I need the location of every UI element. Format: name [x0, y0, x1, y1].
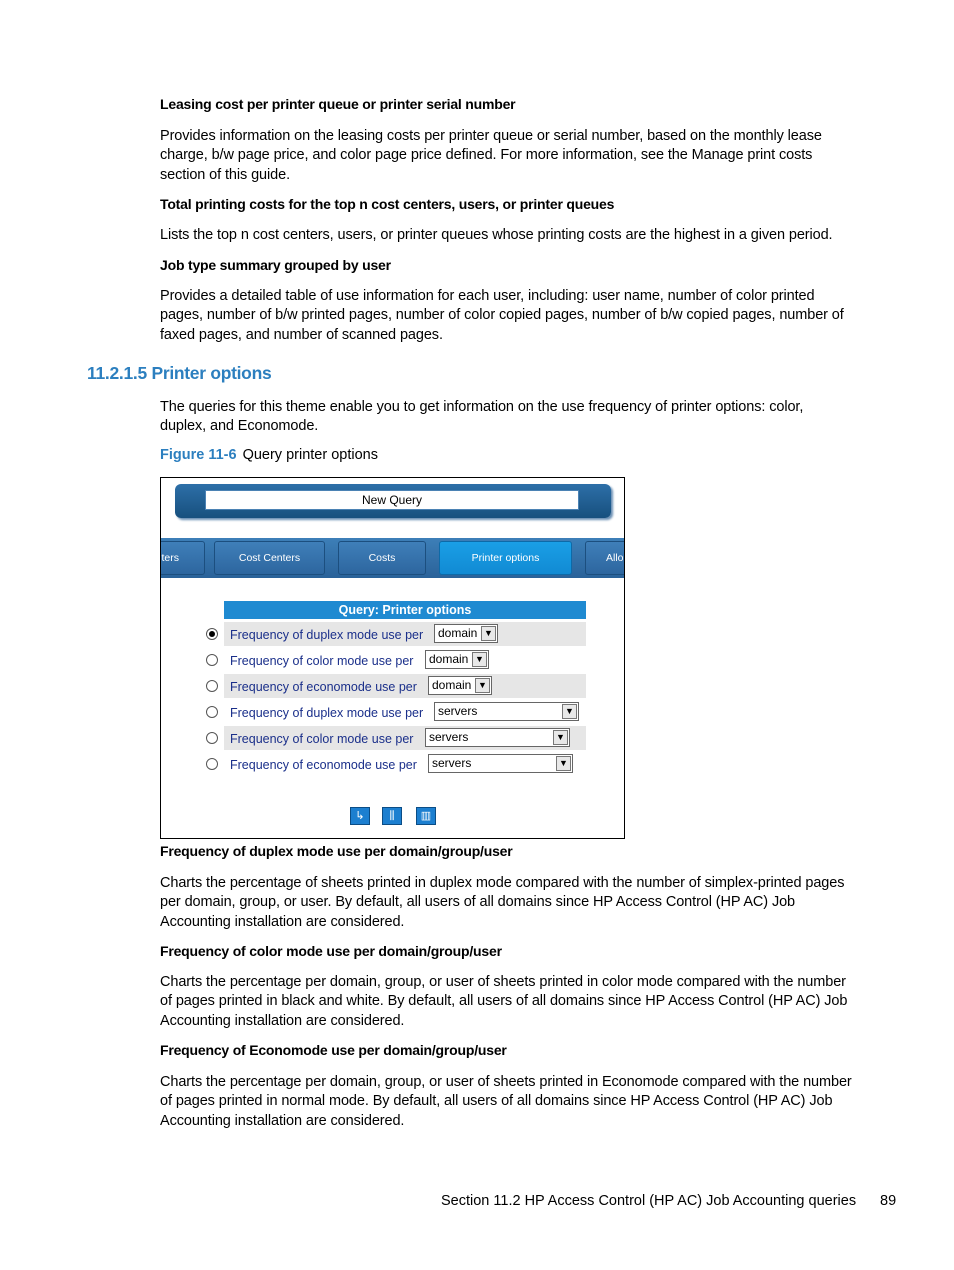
- row-label: Frequency of economode use per: [230, 758, 417, 772]
- select-value: domain: [429, 652, 469, 666]
- section-title: 11.2.1.5 Printer options: [87, 363, 272, 383]
- run-query-button[interactable]: [350, 807, 370, 825]
- paragraph-duplex-frequency: Charts the percentage of sheets printed in duplex mode compared with the number of simplex-printed pages per domain, group, or user. By default, all users of all domains since HP Access Control (HP AC) Job Accounting installation are considered.: [160, 875, 845, 930]
- domain-select[interactable]: [425, 650, 489, 669]
- servers-select[interactable]: [425, 728, 570, 747]
- radio-color-servers[interactable]: [206, 732, 218, 744]
- radio-economode-domain[interactable]: [206, 680, 218, 692]
- run-chart-icon: ⫼: [389, 810, 395, 822]
- servers-select[interactable]: [428, 754, 573, 773]
- tab-costs[interactable]: Costs: [338, 541, 426, 575]
- radio-economode-servers[interactable]: [206, 758, 218, 770]
- servers-select[interactable]: [434, 702, 579, 721]
- tab-printer-options[interactable]: Printer options: [439, 541, 572, 575]
- query-screenshot: [160, 477, 625, 839]
- heading-total-printing-costs: Total printing costs for the top n cost centers, users, or printer queues: [160, 196, 615, 212]
- row-label: Frequency of duplex mode use per: [230, 628, 424, 642]
- domain-select[interactable]: [428, 676, 492, 695]
- select-value: domain: [438, 626, 478, 640]
- select-value: servers: [432, 756, 472, 770]
- new-query-bar: [175, 484, 611, 518]
- tab-cost-centers[interactable]: Cost Centers: [214, 541, 325, 575]
- query-row: [224, 622, 586, 646]
- heading-economode-frequency: Frequency of Economode use per domain/group/user: [160, 1042, 507, 1058]
- run-chart-button[interactable]: [382, 807, 402, 825]
- footer-section: Section 11.2 HP Access Control (HP AC) Job Accounting queries: [441, 1193, 857, 1209]
- figure-caption-text: Query printer options: [242, 447, 378, 463]
- tab-partial-right[interactable]: Allo: [585, 541, 625, 575]
- figure-label: Figure 11-6: [160, 447, 237, 463]
- chevron-down-icon: ▼: [556, 756, 571, 771]
- tab-partial-left[interactable]: ters: [160, 541, 205, 575]
- paragraph-leasing-cost: Provides information on the leasing costs per printer queue or serial number, based on the monthly lease charge, b/w page price, and color page price defined. For more information, see the Manage print costs section of this guide.: [160, 128, 822, 183]
- radio-duplex-domain[interactable]: [206, 628, 218, 640]
- chevron-down-icon: ▼: [562, 704, 577, 719]
- figure-caption: [160, 447, 378, 463]
- select-value: servers: [438, 704, 478, 718]
- row-label: Frequency of color mode use per: [230, 732, 414, 746]
- select-value: servers: [429, 730, 469, 744]
- paragraph-color-frequency: Charts the percentage per domain, group, or user of sheets printed in color mode compared with the number of pages printed in black and white. By default, all users of all domains since HP Access Control (HP AC) Job Accounting installation are considered.: [160, 974, 848, 1029]
- table-button[interactable]: [416, 807, 436, 825]
- table-icon: ▥: [420, 810, 432, 822]
- row-label: Frequency of economode use per: [230, 680, 417, 694]
- query-row: [224, 648, 586, 672]
- domain-select[interactable]: [434, 624, 498, 643]
- query-row: [224, 674, 586, 698]
- chevron-down-icon: ▼: [472, 652, 487, 667]
- tab-bar: [161, 538, 624, 578]
- heading-leasing-cost: Leasing cost per printer queue or printer serial number: [160, 96, 516, 112]
- paragraph-economode-frequency: Charts the percentage per domain, group, or user of sheets printed in Economode compared with the number of pages printed in normal mode. By default, all users of all domains since HP Access Control (HP AC) Job Accounting installation are considered.: [160, 1074, 852, 1129]
- select-value: domain: [432, 678, 472, 692]
- paragraph-job-type-summary: Provides a detailed table of use information for each user, including: user name, number of color printed pages, number of b/w printed pages, number of color copied pages, number of b/w copied pages, number of faxed pages, and number of scanned pages.: [160, 288, 844, 343]
- paragraph-printer-options-intro: The queries for this theme enable you to get information on the use frequency of printer options: color, duplex, and Economode.: [160, 399, 804, 435]
- heading-duplex-frequency: Frequency of duplex mode use per domain/group/user: [160, 843, 513, 859]
- heading-color-frequency: Frequency of color mode use per domain/group/user: [160, 943, 502, 959]
- chevron-down-icon: ▼: [475, 678, 490, 693]
- query-title: Query: Printer options: [224, 601, 586, 619]
- chevron-down-icon: ▼: [481, 626, 496, 641]
- top-bar: [161, 478, 624, 533]
- chevron-down-icon: ▼: [553, 730, 568, 745]
- new-query-field[interactable]: New Query: [205, 490, 579, 510]
- radio-color-domain[interactable]: [206, 654, 218, 666]
- page-number: 89: [880, 1193, 897, 1209]
- row-label: Frequency of color mode use per: [230, 654, 414, 668]
- heading-job-type-summary: Job type summary grouped by user: [160, 257, 391, 273]
- paragraph-total-printing-costs: Lists the top n cost centers, users, or printer queues whose printing costs are the highest in a given period.: [160, 227, 833, 243]
- row-label: Frequency of duplex mode use per: [230, 706, 424, 720]
- radio-duplex-servers[interactable]: [206, 706, 218, 718]
- run-icon: ↳: [355, 810, 365, 822]
